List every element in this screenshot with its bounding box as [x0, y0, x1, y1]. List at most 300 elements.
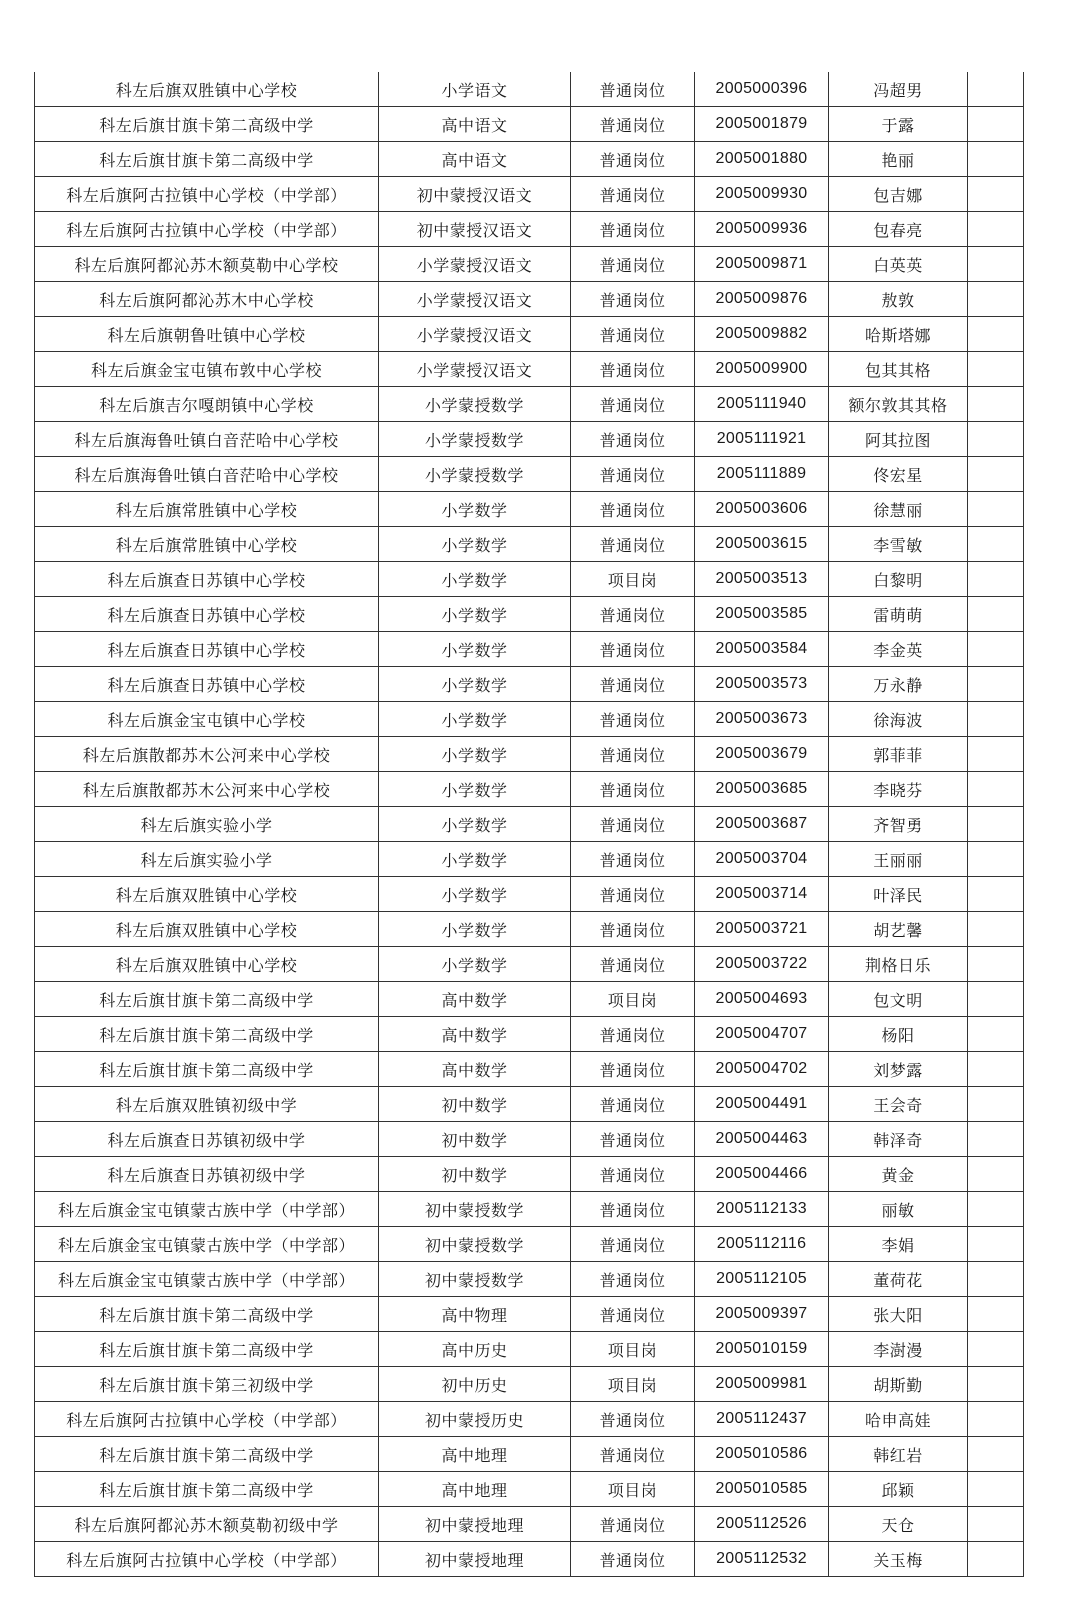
- table-row: [35, 422, 1024, 457]
- candidate-name-cell: 包吉娜: [829, 177, 968, 212]
- table-row: [35, 842, 1024, 877]
- candidate-id-cell: 2005009882: [695, 317, 829, 352]
- subject-cell: 高中地理: [379, 1437, 571, 1472]
- candidate-name-cell: 哈申高娃: [829, 1402, 968, 1437]
- note-cell: [968, 1297, 1024, 1332]
- note-cell: [968, 1192, 1024, 1227]
- table-row: [35, 387, 1024, 422]
- school-cell: 科左后旗查日苏镇中心学校: [35, 632, 379, 667]
- table-row: [35, 1367, 1024, 1402]
- subject-cell: 高中数学: [379, 1052, 571, 1087]
- table-row: [35, 1262, 1024, 1297]
- subject-cell: 初中蒙授地理: [379, 1542, 571, 1577]
- note-cell: [968, 982, 1024, 1017]
- school-cell: 科左后旗金宝屯镇中心学校: [35, 702, 379, 737]
- candidate-name-cell: 敖敦: [829, 282, 968, 317]
- candidate-id-cell: 2005112437: [695, 1402, 829, 1437]
- note-cell: [968, 247, 1024, 282]
- candidate-id-cell: 2005004702: [695, 1052, 829, 1087]
- post-type-cell: 普通岗位: [571, 527, 695, 562]
- post-type-cell: 普通岗位: [571, 1437, 695, 1472]
- post-type-cell: 项目岗: [571, 562, 695, 597]
- subject-cell: 高中数学: [379, 1017, 571, 1052]
- school-cell: 科左后旗查日苏镇中心学校: [35, 597, 379, 632]
- table-row: [35, 282, 1024, 317]
- school-cell: 科左后旗阿古拉镇中心学校（中学部）: [35, 1402, 379, 1437]
- post-type-cell: 普通岗位: [571, 842, 695, 877]
- candidate-name-cell: 白黎明: [829, 562, 968, 597]
- school-cell: 科左后旗散都苏木公河来中心学校: [35, 772, 379, 807]
- note-cell: [968, 1122, 1024, 1157]
- school-cell: 科左后旗甘旗卡第二高级中学: [35, 107, 379, 142]
- note-cell: [968, 212, 1024, 247]
- subject-cell: 高中语文: [379, 142, 571, 177]
- subject-cell: 小学蒙授数学: [379, 422, 571, 457]
- school-cell: 科左后旗海鲁吐镇白音茫哈中心学校: [35, 422, 379, 457]
- school-cell: 科左后旗甘旗卡第三初级中学: [35, 1367, 379, 1402]
- post-type-cell: 普通岗位: [571, 492, 695, 527]
- subject-cell: 高中语文: [379, 107, 571, 142]
- post-type-cell: 项目岗: [571, 982, 695, 1017]
- post-type-cell: 普通岗位: [571, 807, 695, 842]
- note-cell: [968, 877, 1024, 912]
- note-cell: [968, 1087, 1024, 1122]
- table-row: [35, 1332, 1024, 1367]
- table-row: [35, 1297, 1024, 1332]
- subject-cell: 小学数学: [379, 597, 571, 632]
- roster-table-body: [35, 72, 1024, 1577]
- subject-cell: 初中蒙授汉语文: [379, 212, 571, 247]
- candidate-name-cell: 冯超男: [829, 72, 968, 107]
- candidate-name-cell: 胡艺馨: [829, 912, 968, 947]
- table-row: [35, 1472, 1024, 1507]
- candidate-id-cell: 2005009900: [695, 352, 829, 387]
- post-type-cell: 普通岗位: [571, 457, 695, 492]
- candidate-name-cell: 天仓: [829, 1507, 968, 1542]
- table-row: [35, 737, 1024, 772]
- candidate-name-cell: 李娟: [829, 1227, 968, 1262]
- note-cell: [968, 842, 1024, 877]
- candidate-name-cell: 于露: [829, 107, 968, 142]
- candidate-id-cell: 2005010585: [695, 1472, 829, 1507]
- school-cell: 科左后旗甘旗卡第二高级中学: [35, 982, 379, 1017]
- note-cell: [968, 1507, 1024, 1542]
- candidate-name-cell: 包其其格: [829, 352, 968, 387]
- post-type-cell: 普通岗位: [571, 177, 695, 212]
- note-cell: [968, 352, 1024, 387]
- note-cell: [968, 457, 1024, 492]
- school-cell: 科左后旗甘旗卡第二高级中学: [35, 1332, 379, 1367]
- table-row: [35, 1227, 1024, 1262]
- subject-cell: 小学数学: [379, 772, 571, 807]
- candidate-id-cell: 2005003687: [695, 807, 829, 842]
- post-type-cell: 普通岗位: [571, 282, 695, 317]
- candidate-name-cell: 包春亮: [829, 212, 968, 247]
- candidate-name-cell: 韩泽奇: [829, 1122, 968, 1157]
- candidate-id-cell: 2005001880: [695, 142, 829, 177]
- table-row: [35, 247, 1024, 282]
- subject-cell: 小学数学: [379, 492, 571, 527]
- table-row: [35, 492, 1024, 527]
- post-type-cell: 普通岗位: [571, 1192, 695, 1227]
- subject-cell: 小学数学: [379, 877, 571, 912]
- post-type-cell: 普通岗位: [571, 1157, 695, 1192]
- subject-cell: 高中物理: [379, 1297, 571, 1332]
- note-cell: [968, 807, 1024, 842]
- candidate-name-cell: 郭菲菲: [829, 737, 968, 772]
- candidate-id-cell: 2005003722: [695, 947, 829, 982]
- school-cell: 科左后旗甘旗卡第二高级中学: [35, 1472, 379, 1507]
- post-type-cell: 项目岗: [571, 1332, 695, 1367]
- table-row: [35, 1507, 1024, 1542]
- post-type-cell: 普通岗位: [571, 317, 695, 352]
- subject-cell: 小学数学: [379, 527, 571, 562]
- subject-cell: 小学数学: [379, 702, 571, 737]
- school-cell: 科左后旗阿都沁苏木额莫勒中心学校: [35, 247, 379, 282]
- candidate-id-cell: 2005010159: [695, 1332, 829, 1367]
- subject-cell: 小学蒙授汉语文: [379, 282, 571, 317]
- post-type-cell: 普通岗位: [571, 72, 695, 107]
- post-type-cell: 普通岗位: [571, 737, 695, 772]
- candidate-name-cell: 关玉梅: [829, 1542, 968, 1577]
- table-row: [35, 1542, 1024, 1577]
- candidate-id-cell: 2005004707: [695, 1017, 829, 1052]
- school-cell: 科左后旗双胜镇初级中学: [35, 1087, 379, 1122]
- post-type-cell: 普通岗位: [571, 667, 695, 702]
- note-cell: [968, 422, 1024, 457]
- candidate-name-cell: 王丽丽: [829, 842, 968, 877]
- school-cell: 科左后旗双胜镇中心学校: [35, 877, 379, 912]
- table-row: [35, 1402, 1024, 1437]
- school-cell: 科左后旗阿都沁苏木中心学校: [35, 282, 379, 317]
- candidate-id-cell: 2005004491: [695, 1087, 829, 1122]
- post-type-cell: 普通岗位: [571, 1087, 695, 1122]
- subject-cell: 小学数学: [379, 737, 571, 772]
- school-cell: 科左后旗吉尔嘎朗镇中心学校: [35, 387, 379, 422]
- post-type-cell: 普通岗位: [571, 107, 695, 142]
- note-cell: [968, 1262, 1024, 1297]
- candidate-name-cell: 包文明: [829, 982, 968, 1017]
- subject-cell: 小学数学: [379, 632, 571, 667]
- candidate-name-cell: 杨阳: [829, 1017, 968, 1052]
- post-type-cell: 普通岗位: [571, 702, 695, 737]
- candidate-id-cell: 2005004466: [695, 1157, 829, 1192]
- candidate-id-cell: 2005009930: [695, 177, 829, 212]
- candidate-id-cell: 2005003685: [695, 772, 829, 807]
- note-cell: [968, 1367, 1024, 1402]
- subject-cell: 初中蒙授数学: [379, 1227, 571, 1262]
- note-cell: [968, 737, 1024, 772]
- table-row: [35, 947, 1024, 982]
- candidate-id-cell: 2005003615: [695, 527, 829, 562]
- post-type-cell: 普通岗位: [571, 1402, 695, 1437]
- note-cell: [968, 107, 1024, 142]
- candidate-id-cell: 2005112116: [695, 1227, 829, 1262]
- candidate-id-cell: 2005003704: [695, 842, 829, 877]
- candidate-name-cell: 李澍漫: [829, 1332, 968, 1367]
- note-cell: [968, 667, 1024, 702]
- subject-cell: 小学蒙授汉语文: [379, 317, 571, 352]
- candidate-name-cell: 李雪敏: [829, 527, 968, 562]
- subject-cell: 初中蒙授历史: [379, 1402, 571, 1437]
- school-cell: 科左后旗实验小学: [35, 807, 379, 842]
- note-cell: [968, 1017, 1024, 1052]
- candidate-id-cell: 2005111889: [695, 457, 829, 492]
- subject-cell: 初中蒙授汉语文: [379, 177, 571, 212]
- candidate-id-cell: 2005111921: [695, 422, 829, 457]
- candidate-name-cell: 邱颖: [829, 1472, 968, 1507]
- table-row: [35, 667, 1024, 702]
- note-cell: [968, 912, 1024, 947]
- candidate-name-cell: 胡斯勤: [829, 1367, 968, 1402]
- school-cell: 科左后旗阿古拉镇中心学校（中学部）: [35, 212, 379, 247]
- table-row: [35, 807, 1024, 842]
- post-type-cell: 普通岗位: [571, 947, 695, 982]
- table-row: [35, 107, 1024, 142]
- candidate-name-cell: 万永静: [829, 667, 968, 702]
- candidate-id-cell: 2005003679: [695, 737, 829, 772]
- subject-cell: 小学数学: [379, 912, 571, 947]
- table-row: [35, 912, 1024, 947]
- candidate-name-cell: 雷萌萌: [829, 597, 968, 632]
- subject-cell: 高中地理: [379, 1472, 571, 1507]
- post-type-cell: 普通岗位: [571, 772, 695, 807]
- table-row: [35, 1192, 1024, 1227]
- subject-cell: 高中历史: [379, 1332, 571, 1367]
- school-cell: 科左后旗朝鲁吐镇中心学校: [35, 317, 379, 352]
- candidate-name-cell: 齐智勇: [829, 807, 968, 842]
- note-cell: [968, 947, 1024, 982]
- note-cell: [968, 772, 1024, 807]
- note-cell: [968, 387, 1024, 422]
- candidate-id-cell: 2005009871: [695, 247, 829, 282]
- note-cell: [968, 72, 1024, 107]
- table-row: [35, 702, 1024, 737]
- candidate-name-cell: 叶泽民: [829, 877, 968, 912]
- candidate-name-cell: 佟宏星: [829, 457, 968, 492]
- school-cell: 科左后旗阿古拉镇中心学校（中学部）: [35, 177, 379, 212]
- school-cell: 科左后旗阿古拉镇中心学校（中学部）: [35, 1542, 379, 1577]
- table-row: [35, 1087, 1024, 1122]
- subject-cell: 小学数学: [379, 667, 571, 702]
- school-cell: 科左后旗海鲁吐镇白音茫哈中心学校: [35, 457, 379, 492]
- post-type-cell: 普通岗位: [571, 1052, 695, 1087]
- table-row: [35, 527, 1024, 562]
- school-cell: 科左后旗散都苏木公河来中心学校: [35, 737, 379, 772]
- note-cell: [968, 1437, 1024, 1472]
- candidate-id-cell: 2005112532: [695, 1542, 829, 1577]
- note-cell: [968, 1472, 1024, 1507]
- post-type-cell: 普通岗位: [571, 1262, 695, 1297]
- candidate-id-cell: 2005112526: [695, 1507, 829, 1542]
- subject-cell: 小学蒙授数学: [379, 457, 571, 492]
- note-cell: [968, 317, 1024, 352]
- subject-cell: 小学数学: [379, 562, 571, 597]
- school-cell: 科左后旗常胜镇中心学校: [35, 527, 379, 562]
- post-type-cell: 项目岗: [571, 1472, 695, 1507]
- post-type-cell: 普通岗位: [571, 1017, 695, 1052]
- post-type-cell: 普通岗位: [571, 1297, 695, 1332]
- school-cell: 科左后旗常胜镇中心学校: [35, 492, 379, 527]
- candidate-name-cell: 黄金: [829, 1157, 968, 1192]
- note-cell: [968, 142, 1024, 177]
- candidate-id-cell: 2005001879: [695, 107, 829, 142]
- note-cell: [968, 632, 1024, 667]
- table-row: [35, 1052, 1024, 1087]
- candidate-name-cell: 王会奇: [829, 1087, 968, 1122]
- subject-cell: 初中蒙授地理: [379, 1507, 571, 1542]
- note-cell: [968, 1542, 1024, 1577]
- table-row: [35, 177, 1024, 212]
- candidate-name-cell: 艳丽: [829, 142, 968, 177]
- school-cell: 科左后旗金宝屯镇蒙古族中学（中学部）: [35, 1192, 379, 1227]
- post-type-cell: 普通岗位: [571, 912, 695, 947]
- table-row: [35, 212, 1024, 247]
- table-row: [35, 982, 1024, 1017]
- note-cell: [968, 597, 1024, 632]
- candidate-name-cell: 李晓芬: [829, 772, 968, 807]
- school-cell: 科左后旗双胜镇中心学校: [35, 912, 379, 947]
- post-type-cell: 普通岗位: [571, 212, 695, 247]
- school-cell: 科左后旗金宝屯镇蒙古族中学（中学部）: [35, 1262, 379, 1297]
- candidate-name-cell: 徐慧丽: [829, 492, 968, 527]
- candidate-name-cell: 徐海波: [829, 702, 968, 737]
- note-cell: [968, 1402, 1024, 1437]
- post-type-cell: 普通岗位: [571, 1542, 695, 1577]
- candidate-id-cell: 2005003584: [695, 632, 829, 667]
- subject-cell: 小学数学: [379, 807, 571, 842]
- post-type-cell: 普通岗位: [571, 632, 695, 667]
- table-row: [35, 72, 1024, 107]
- candidate-id-cell: 2005009936: [695, 212, 829, 247]
- table-row: [35, 142, 1024, 177]
- school-cell: 科左后旗双胜镇中心学校: [35, 947, 379, 982]
- candidate-name-cell: 刘梦露: [829, 1052, 968, 1087]
- post-type-cell: 项目岗: [571, 1367, 695, 1402]
- table-row: [35, 1437, 1024, 1472]
- school-cell: 科左后旗金宝屯镇蒙古族中学（中学部）: [35, 1227, 379, 1262]
- candidate-name-cell: 荆格日乐: [829, 947, 968, 982]
- roster-table: [34, 72, 1024, 1577]
- table-row: [35, 457, 1024, 492]
- post-type-cell: 普通岗位: [571, 1227, 695, 1262]
- post-type-cell: 普通岗位: [571, 877, 695, 912]
- candidate-id-cell: 2005003714: [695, 877, 829, 912]
- candidate-id-cell: 2005003513: [695, 562, 829, 597]
- school-cell: 科左后旗甘旗卡第二高级中学: [35, 1297, 379, 1332]
- subject-cell: 小学蒙授数学: [379, 387, 571, 422]
- subject-cell: 小学数学: [379, 947, 571, 982]
- post-type-cell: 普通岗位: [571, 1507, 695, 1542]
- subject-cell: 初中历史: [379, 1367, 571, 1402]
- note-cell: [968, 177, 1024, 212]
- school-cell: 科左后旗双胜镇中心学校: [35, 72, 379, 107]
- subject-cell: 小学数学: [379, 842, 571, 877]
- subject-cell: 初中数学: [379, 1157, 571, 1192]
- table-row: [35, 352, 1024, 387]
- school-cell: 科左后旗甘旗卡第二高级中学: [35, 1017, 379, 1052]
- candidate-id-cell: 2005112133: [695, 1192, 829, 1227]
- note-cell: [968, 492, 1024, 527]
- school-cell: 科左后旗查日苏镇中心学校: [35, 667, 379, 702]
- candidate-id-cell: 2005003585: [695, 597, 829, 632]
- candidate-name-cell: 额尔敦其其格: [829, 387, 968, 422]
- subject-cell: 高中数学: [379, 982, 571, 1017]
- candidate-id-cell: 2005003721: [695, 912, 829, 947]
- post-type-cell: 普通岗位: [571, 142, 695, 177]
- table-row: [35, 1157, 1024, 1192]
- candidate-name-cell: 丽敏: [829, 1192, 968, 1227]
- candidate-name-cell: 白英英: [829, 247, 968, 282]
- candidate-id-cell: 2005003573: [695, 667, 829, 702]
- note-cell: [968, 1052, 1024, 1087]
- post-type-cell: 普通岗位: [571, 422, 695, 457]
- candidate-id-cell: 2005009397: [695, 1297, 829, 1332]
- table-row: [35, 1017, 1024, 1052]
- table-row: [35, 632, 1024, 667]
- school-cell: 科左后旗查日苏镇初级中学: [35, 1157, 379, 1192]
- subject-cell: 小学蒙授汉语文: [379, 247, 571, 282]
- school-cell: 科左后旗实验小学: [35, 842, 379, 877]
- school-cell: 科左后旗甘旗卡第二高级中学: [35, 1437, 379, 1472]
- candidate-name-cell: 李金英: [829, 632, 968, 667]
- school-cell: 科左后旗查日苏镇中心学校: [35, 562, 379, 597]
- candidate-name-cell: 董荷花: [829, 1262, 968, 1297]
- subject-cell: 小学蒙授汉语文: [379, 352, 571, 387]
- school-cell: 科左后旗金宝屯镇布敦中心学校: [35, 352, 379, 387]
- table-row: [35, 597, 1024, 632]
- table-row: [35, 772, 1024, 807]
- note-cell: [968, 1332, 1024, 1367]
- school-cell: 科左后旗阿都沁苏木额莫勒初级中学: [35, 1507, 379, 1542]
- note-cell: [968, 527, 1024, 562]
- candidate-id-cell: 2005010586: [695, 1437, 829, 1472]
- note-cell: [968, 1157, 1024, 1192]
- candidate-id-cell: 2005009981: [695, 1367, 829, 1402]
- school-cell: 科左后旗甘旗卡第二高级中学: [35, 142, 379, 177]
- post-type-cell: 普通岗位: [571, 1122, 695, 1157]
- table-row: [35, 877, 1024, 912]
- note-cell: [968, 282, 1024, 317]
- table-row: [35, 562, 1024, 597]
- subject-cell: 初中数学: [379, 1122, 571, 1157]
- candidate-id-cell: 2005111940: [695, 387, 829, 422]
- subject-cell: 小学语文: [379, 72, 571, 107]
- school-cell: 科左后旗甘旗卡第二高级中学: [35, 1052, 379, 1087]
- candidate-id-cell: 2005003673: [695, 702, 829, 737]
- candidate-id-cell: 2005000396: [695, 72, 829, 107]
- subject-cell: 初中数学: [379, 1087, 571, 1122]
- post-type-cell: 普通岗位: [571, 597, 695, 632]
- post-type-cell: 普通岗位: [571, 352, 695, 387]
- candidate-id-cell: 2005003606: [695, 492, 829, 527]
- candidate-name-cell: 阿其拉图: [829, 422, 968, 457]
- note-cell: [968, 702, 1024, 737]
- note-cell: [968, 562, 1024, 597]
- candidate-name-cell: 韩红岩: [829, 1437, 968, 1472]
- subject-cell: 初中蒙授数学: [379, 1192, 571, 1227]
- candidate-id-cell: 2005004693: [695, 982, 829, 1017]
- candidate-name-cell: 哈斯塔娜: [829, 317, 968, 352]
- table-row: [35, 1122, 1024, 1157]
- school-cell: 科左后旗查日苏镇初级中学: [35, 1122, 379, 1157]
- post-type-cell: 普通岗位: [571, 247, 695, 282]
- candidate-id-cell: 2005112105: [695, 1262, 829, 1297]
- candidate-id-cell: 2005004463: [695, 1122, 829, 1157]
- table-row: [35, 317, 1024, 352]
- candidate-id-cell: 2005009876: [695, 282, 829, 317]
- post-type-cell: 普通岗位: [571, 387, 695, 422]
